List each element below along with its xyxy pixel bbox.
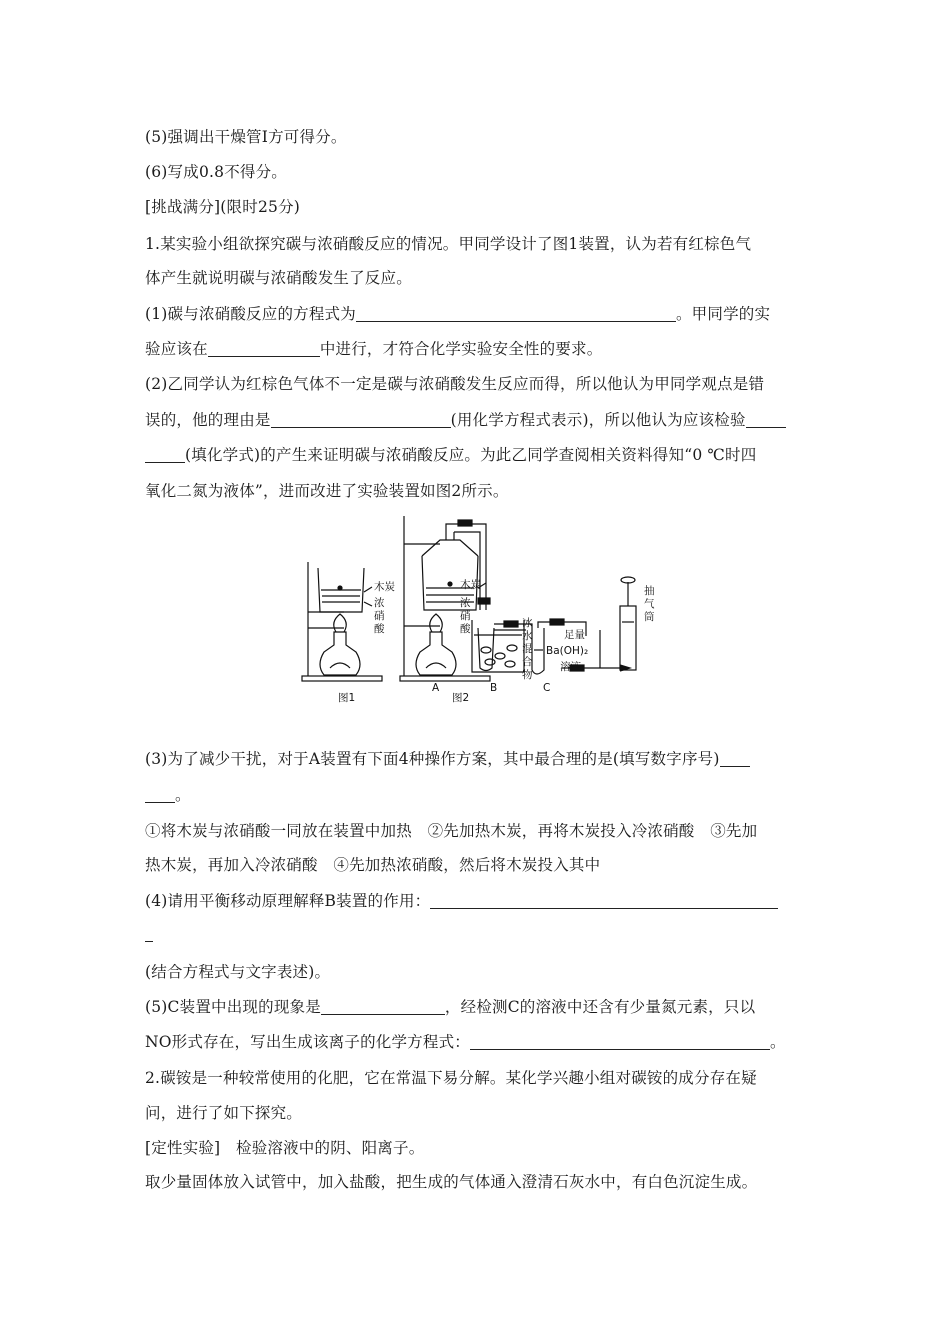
answer-blank-option-a[interactable] bbox=[720, 751, 750, 768]
q2-intro-b: 问，进行了如下探究。 bbox=[145, 1104, 303, 1122]
q2-qualitative-text: 取少量固体放入试管中，加入盐酸，把生成的气体通入澄清石灰水中，有白色沉淀生成。 bbox=[145, 1173, 758, 1191]
figure-1-apparatus bbox=[302, 562, 382, 681]
ice-water-char-1: 冰 bbox=[522, 617, 533, 629]
answer-blank-equation[interactable] bbox=[356, 306, 676, 323]
q1-part5-period: 。 bbox=[769, 1033, 786, 1051]
q1-part5-b bbox=[145, 1030, 786, 1052]
ice-water-char-4: 合 bbox=[522, 656, 533, 668]
q1-part3-text: (3)为了减少干扰，对于A装置有下面4种操作方案，其中最合理的是(填写数字序号) bbox=[145, 750, 720, 768]
fig2-label: 图2 bbox=[452, 692, 470, 704]
q1-part5-text-a: (5)C装置中出现的现象是 bbox=[145, 998, 321, 1016]
charcoal-label-1: 木炭 bbox=[374, 581, 395, 593]
q1-part4-c: (结合方程式与文字表述)。 bbox=[145, 963, 331, 981]
acid-2-char-1: 浓 bbox=[460, 597, 471, 609]
answer-blank-ion-equation[interactable] bbox=[470, 1034, 770, 1051]
answer-blank-b-role-b[interactable] bbox=[145, 926, 153, 943]
q1-part1-text-c: 验应该在 bbox=[145, 340, 208, 358]
q1-part2-text-b: (用化学方程式表示)，所以他认为应该检验 bbox=[450, 411, 746, 429]
note-6: (6)写成0.8不得分。 bbox=[145, 163, 288, 181]
note-5: (5)强调出干燥管Ⅰ方可得分。 bbox=[145, 128, 347, 146]
acid-1-char-3: 酸 bbox=[374, 623, 385, 635]
enough-label: 足量 bbox=[564, 629, 585, 641]
q1-part1-b bbox=[145, 337, 602, 359]
ice-water-char-3: 混 bbox=[522, 643, 533, 655]
q1-part2-text-a: 误的，他的理由是 bbox=[145, 411, 271, 429]
baoh-label: Ba(OH)₂ bbox=[546, 645, 589, 657]
q1-intro-a: 1.某实验小组欲探究碳与浓硝酸反应的情况。甲同学设计了图1装置，认为若有红棕色气 bbox=[145, 235, 752, 253]
q1-part2-d: 氧化二氮为液体”，进而改进了实验装置如图2所示。 bbox=[145, 482, 509, 500]
answer-blank-reason[interactable] bbox=[271, 412, 451, 429]
answer-blank-species-a[interactable] bbox=[746, 412, 786, 429]
answer-blank-phenomenon[interactable] bbox=[321, 999, 445, 1016]
label-b: B bbox=[490, 682, 498, 694]
q1-part2-a: (2)乙同学认为红棕色气体不一定是碳与浓硝酸发生反应而得，所以他认为甲同学观点是错 bbox=[145, 375, 765, 393]
q1-part1-text-a: (1)碳与浓硝酸反应的方程式为 bbox=[145, 305, 356, 323]
answer-blank-option-b[interactable] bbox=[145, 787, 175, 804]
q1-part4-b bbox=[145, 925, 153, 943]
ice-water-char-5: 物 bbox=[522, 669, 533, 681]
answer-blank-species-b[interactable] bbox=[145, 447, 185, 464]
answer-blank-location[interactable] bbox=[208, 341, 320, 358]
q1-part3-b bbox=[145, 783, 191, 805]
q1-part3-period: 。 bbox=[175, 786, 191, 804]
solution-label: 溶液 bbox=[560, 661, 581, 673]
figure-2-apparatus-a bbox=[400, 516, 490, 681]
q1-part4-text: (4)请用平衡移动原理解释B装置的作用： bbox=[145, 892, 431, 910]
q1-part2-c bbox=[145, 443, 756, 465]
pump-char-2: 气 bbox=[644, 598, 655, 610]
fig1-label: 图1 bbox=[338, 692, 356, 704]
q1-part5-text-c: NO形式存在，写出生成该离子的化学方程式： bbox=[145, 1033, 470, 1051]
acid-2-char-3: 酸 bbox=[460, 623, 471, 635]
q1-part4-a bbox=[145, 889, 778, 911]
apparatus-figure bbox=[300, 510, 660, 710]
pump-char-1: 抽 bbox=[644, 585, 655, 597]
q1-part1-text-d: 中进行，才符合化学实验安全性的要求。 bbox=[319, 340, 603, 358]
ice-water-char-2: 水 bbox=[522, 630, 533, 642]
acid-1-char-2: 硝 bbox=[374, 610, 385, 622]
q2-qualitative-heading: [定性实验] 检验溶液中的阴、阳离子。 bbox=[145, 1139, 425, 1157]
q1-intro-b: 体产生就说明碳与浓硝酸发生了反应。 bbox=[145, 269, 412, 287]
pump-char-3: 筒 bbox=[644, 611, 655, 623]
answer-blank-b-role-a[interactable] bbox=[430, 893, 778, 910]
acid-1-char-1: 浓 bbox=[374, 597, 385, 609]
q1-part1-text-b: 。甲同学的实 bbox=[675, 305, 771, 323]
acid-2-char-2: 硝 bbox=[460, 610, 471, 622]
q2-intro-a: 2.碳铵是一种较常使用的化肥，它在常温下易分解。某化学兴趣小组对碳铵的成分存在疑 bbox=[145, 1069, 757, 1087]
q1-part5-a bbox=[145, 995, 755, 1017]
q1-part3-options-a: ①将木炭与浓硝酸一同放在装置中加热 ②先加热木炭，再将木炭投入冷浓硝酸 ③先加 bbox=[145, 822, 758, 840]
q1-part3-options-b: 热木炭，再加入冷浓硝酸 ④先加热浓硝酸，然后将木炭投入其中 bbox=[145, 856, 601, 874]
q1-part1-a bbox=[145, 302, 770, 324]
q1-part3-a bbox=[145, 747, 750, 769]
q1-part5-text-b: ，经检测C的溶液中还含有少量氮元素，只以 bbox=[444, 998, 756, 1016]
section-heading: [挑战满分](限时25分) bbox=[145, 198, 301, 216]
q1-part2-text-c: (填化学式)的产生来证明碳与浓硝酸反应。为此乙同学查阅相关资料得知“0 ℃时四 bbox=[185, 446, 757, 464]
q1-part2-b bbox=[145, 408, 786, 430]
charcoal-label-2: 木炭 bbox=[460, 579, 481, 591]
label-c: C bbox=[543, 682, 551, 694]
label-a: A bbox=[432, 682, 440, 694]
